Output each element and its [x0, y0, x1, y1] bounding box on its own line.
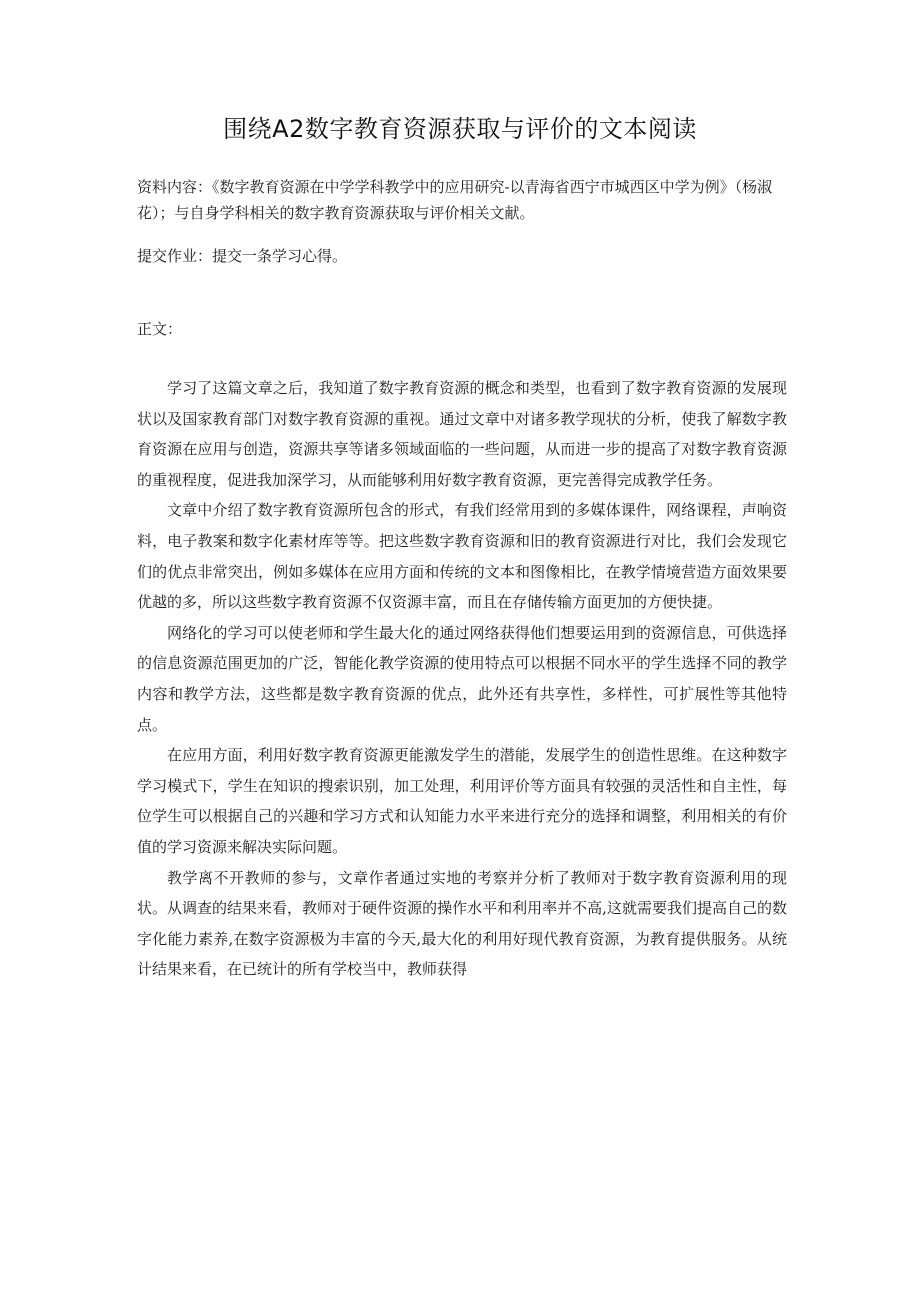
document-title: 围绕A2数字教育资源获取与评价的文本阅读	[223, 115, 697, 143]
materials-line: 资料内容：《数字教育资源在中学学科教学中的应用研究-以青海省西宁市城西区中学为例》（杨淑花）；与自身学科相关的数字教育资源获取与评价相关文献。	[137, 178, 773, 222]
body-paragraph-2: 文章中介绍了数字教育资源所包含的形式，有我们经常用到的多媒体课件，网络课程，声响资料，电子教案和数字化素材库等等。把这些数字教育资源和旧的教育资源进行对比，我们会发现它们的优点非常突出，例如多媒体在应用方面和传统的文本和图像相比，在教学情境营造方面效果要优越的多，所以这些数字教育资源不仅资源丰富，而且在存储传输方面更加的方便快捷。	[137, 501, 787, 612]
body-text	[137, 373, 787, 985]
assignment-line: 提交作业：提交一条学习心得。	[137, 247, 348, 265]
body-paragraph-1: 学习了这篇文章之后，我知道了数字教育资源的概念和类型，也看到了数字教育资源的发展现状以及国家教育部门对数字教育资源的重视。通过文章中对诸多教学现状的分析，使我了解数字教育资源在应用与创造，资源共享等诸多领域面临的一些问题，从而进一步的提高了对数字教育资源的重视程度，促进我加深学习，从而能够利用好数字教育资源，更完善得完成教学任务。	[137, 379, 787, 489]
body-paragraph-4: 在应用方面，利用好数字教育资源更能激发学生的潜能，发展学生的创造性思维。在这种数字学习模式下，学生在知识的搜索识别，加工处理，利用评价等方面具有较强的灵活性和自主性，每位学生可以根据自己的兴趣和学习方式和认知能力水平来进行充分的选择和调整，利用相关的有价值的学习资源来解决实际问题。	[137, 746, 787, 856]
body-paragraph-3: 网络化的学习可以使老师和学生最大化的通过网络获得他们想要运用到的资源信息，可供选择的信息资源范围更加的广泛，智能化教学资源的使用特点可以根据不同水平的学生选择不同的教学内容和教学方法，这些都是数字教育资源的优点，此外还有共享性，多样性，可扩展性等其他特点。	[137, 623, 787, 734]
body-paragraph-5: 教学离不开教师的参与，文章作者通过实地的考察并分析了教师对于数字教育资源利用的现状。从调查的结果来看，教师对于硬件资源的操作水平和利用率并不高,这就需要我们提高自己的数字化能力素养,在数字资源极为丰富的今天,最大化的利用好现代教育资源，为教育提供服务。从统计结果来看，在已统计的所有学校当中，教师获得	[137, 868, 787, 979]
body-label: 正文：	[137, 320, 183, 338]
